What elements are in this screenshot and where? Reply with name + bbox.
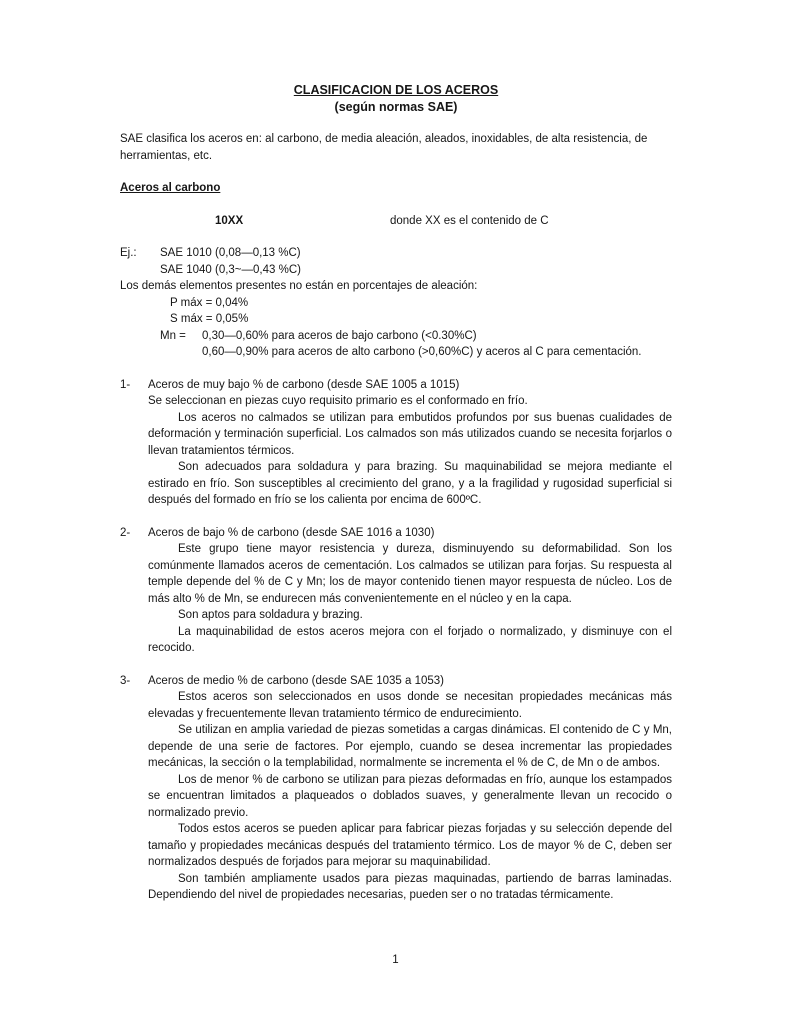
page-number: 1 <box>392 954 399 966</box>
intro-paragraph: SAE clasifica los aceros en: al carbono, de media aleación, aleados, inoxidables, de alta resistencia, de herramientas, etc. <box>120 133 648 162</box>
list-item-3-paragraph: Son también ampliamente usados para piezas maquinadas, partiendo de barras laminadas. Dependiendo del nivel de propiedades necesarias, pueden ser o no tratadas térmicamente. <box>148 872 672 901</box>
list-item-2-paragraph: Este grupo tiene mayor resistencia y dureza, disminuyendo su deformabilidad. Son los comúnmente llamados aceros de cementación. Los calmados se utilizan para forjas. Su respuesta al temple depende del % de C y Mn; los de mayor contenido tienen mayor respuesta de núcleo. Los de más alto % de Mn, se endurecen más convenientemente en el núcleo y en la capa. <box>148 543 672 605</box>
document-subtitle: (según normas SAE) <box>334 99 458 114</box>
manganese-label: Mn = <box>160 329 186 342</box>
list-item-3-title: Aceros de medio % de carbono (desde SAE 1035 a 1053) <box>148 674 444 687</box>
list-item-3-paragraph: Todos estos aceros se pueden aplicar para fabricar piezas forjadas y su selección depende del tamaño y propiedades mecánicas después del tratamiento térmico. Los de mayor % de C, deben ser normalizados después de forjados para mejorar su maquinabilidad. <box>148 823 672 868</box>
list-item-1 <box>120 377 672 509</box>
list-item-3 <box>120 673 672 904</box>
list-item-3-paragraph: Estos aceros son seleccionados en usos donde se necesitan propiedades mecánicas más elevadas y frecuentemente llevan tratamiento térmico de endurecimiento. <box>148 691 672 720</box>
example-sae-1010: SAE 1010 (0,08—0,13 %C) <box>160 247 301 259</box>
steel-code-description: donde XX es el contenido de C <box>390 214 549 227</box>
list-item-3-body <box>148 673 672 904</box>
list-item-2-body <box>148 525 672 657</box>
document-title: CLASIFICACION DE LOS ACEROS <box>293 83 499 97</box>
elements-intro: Los demás elementos presentes no están en porcentajes de aleación: <box>120 280 478 292</box>
list-item-2-number: 2- <box>120 526 131 539</box>
list-item-1-paragraph: Los aceros no calmados se utilizan para embutidos profundos por sus buenas cualidades de deformación y terminación superficial. Los calmados son más utilizados cuando se necesita forjarlos o llevan tratamientos térmicos. <box>148 411 672 457</box>
list-item-1-paragraph: Son adecuados para soldadura y para brazing. Su maquinabilidad se mejora mediante el estirado en frío. Son susceptibles al crecimiento del grano, y a la fragilidad y rugosidad superficial si después del formado en frío se los calienta por encima de 600ºC. <box>148 461 672 506</box>
section-heading-carbon-steels: Aceros al carbono <box>120 182 221 194</box>
sulfur-max-line: S máx = 0,05% <box>170 313 249 325</box>
list-item-3-paragraph: Se utilizan en amplia variedad de piezas sometidas a cargas dinámicas. El contenido de C y Mn, depende de una serie de factores. Por ejemplo, cuando se desea incrementar las propiedades mecánicas, la sección o la templabilidad, normalmente se incrementa el % de C, de Mn o de ambos. <box>148 724 672 769</box>
document-content <box>120 82 672 904</box>
list-item-3-number: 3- <box>120 674 131 687</box>
steel-code: 10XX <box>215 214 244 227</box>
list-item-1-paragraph: Se seleccionan en piezas cuyo requisito primario es el conformado en frío. <box>148 395 528 407</box>
example-label: Ej.: <box>120 247 137 259</box>
manganese-range-low: 0,30—0,60% para aceros de bajo carbono (<0.30%C) <box>202 329 477 342</box>
example-sae-1040: SAE 1040 (0,3~—0,43 %C) <box>160 263 301 276</box>
manganese-line <box>120 328 672 345</box>
list-item-1-title: Aceros de muy bajo % de carbono (desde SAE 1005 a 1015) <box>148 378 460 391</box>
examples-block <box>120 245 672 361</box>
example-line-1 <box>120 245 672 262</box>
list-item-2-paragraph: Son aptos para soldadura y brazing. <box>178 609 363 621</box>
phosphorus-max-line: P máx = 0,04% <box>170 296 249 309</box>
list-item-1-body <box>148 377 672 509</box>
list-item-2-title: Aceros de bajo % de carbono (desde SAE 1016 a 1030) <box>148 526 435 539</box>
list-item-3-paragraph: Los de menor % de carbono se utilizan para piezas deformadas en frío, aunque los estampados se encuentran limitados a plaqueados o doblados suaves, y generalmente llevan un recocido o normalizado previo. <box>148 773 672 819</box>
list-item-1-number: 1- <box>120 378 131 391</box>
list-item-2-paragraph: La maquinabilidad de estos aceros mejora con el forjado o normalizado, y disminuye con el recocido. <box>148 625 672 654</box>
list-item-2 <box>120 525 672 657</box>
steel-code-line <box>120 213 672 230</box>
manganese-range-high: 0,60—0,90% para aceros de alto carbono (>0,60%C) y aceros al C para cementación. <box>202 346 642 358</box>
